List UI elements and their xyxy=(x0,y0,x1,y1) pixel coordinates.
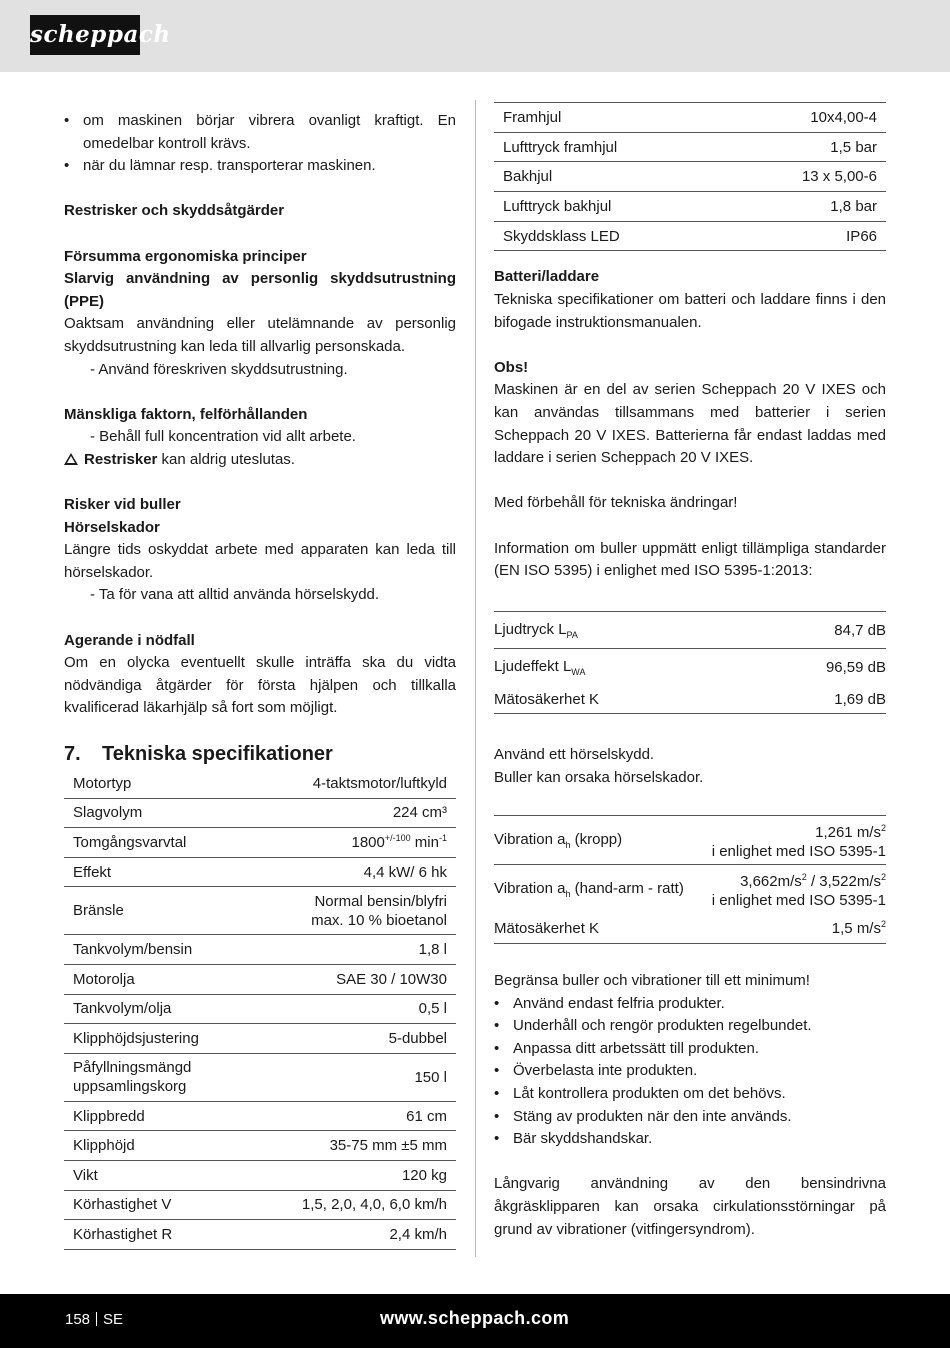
right-column xyxy=(494,102,886,583)
website-link[interactable]: www.scheppach.com xyxy=(380,1308,570,1328)
bullet-item: • Låt kontrollera produkten om det behövs. xyxy=(494,1083,886,1106)
heading-horsel: Hörselskador xyxy=(64,518,160,536)
vibration-table-wrap xyxy=(494,815,886,944)
vibration-table xyxy=(494,815,886,944)
instruction-horsel: - Ta för vana att alltid använda hörselskydd. xyxy=(90,586,380,604)
column-divider xyxy=(475,100,476,1257)
section-technical xyxy=(64,741,456,1250)
table-row: Effekt 4,4 kW/ 6 hk xyxy=(64,857,456,887)
heading-restrisker: Restrisker och skyddsåtgärder xyxy=(64,202,285,220)
table-row: Påfyllningsmängd uppsamlingskorg 150 l xyxy=(64,1053,456,1101)
bullet-item: • Använd endast felfria produkter. xyxy=(494,993,886,1016)
table-row: Tankvolym/bensin 1,8 l xyxy=(64,935,456,965)
instruction-mansklig: - Behåll full koncentration vid allt arbete. xyxy=(90,428,356,446)
spec-table xyxy=(64,769,456,1250)
restrisk-note: Restrisker kan aldrig uteslutas. xyxy=(64,449,456,472)
bullet-item: • om maskinen börjar vibrera ovanligt kraftigt. En omedelbar kontroll krävs. xyxy=(64,110,456,155)
table-row: Mätosäkerhet K 1,69 dB xyxy=(494,685,886,714)
bullet-item: • när du lämnar resp. transporterar maskinen. xyxy=(64,155,456,178)
paragraph-langvarig: Långvarig användning av den bensindrivna åkgräsklipparen kan orsaka cirkulationsstörningar på grund av vibrationer (vitfingersyndrom). xyxy=(494,1175,886,1238)
table-row: Tankvolym/olja 0,5 l xyxy=(64,994,456,1024)
bullet-item: • Överbelasta inte produkten. xyxy=(494,1060,886,1083)
heading-buller: Risker vid buller xyxy=(64,496,181,514)
table-row: Vikt 120 kg xyxy=(64,1160,456,1190)
bullet-item: • Underhåll och rengör produkten regelbundet. xyxy=(494,1015,886,1038)
table-row: Bränsle Normal bensin/blyfri max. 10 % bioetanol xyxy=(64,887,456,935)
heading-batteri: Batteri/laddare xyxy=(494,268,600,286)
left-column xyxy=(64,110,456,720)
paragraph-batteri: Tekniska specifikationer om batteri och laddare finns i den bifogade instruktionsmanualen. xyxy=(494,291,886,331)
section-title: 7. Tekniska specifikationer xyxy=(64,743,333,765)
table-row: Framhjul 10x4,00-4 xyxy=(494,103,886,133)
table-row: Skyddsklass LED IP66 xyxy=(494,221,886,251)
table-row: Ljudtryck $L_{PA}$ 84,7 dB xyxy=(494,612,886,649)
paragraph-anvand: Använd ett hörselskydd. xyxy=(494,746,655,763)
table-row: Vibration $a_h$ (hand-arm - ratt) $3,662m/s^2 / 3,522m/s^2$ i enlighet med ISO 5395-1 xyxy=(494,872,886,909)
table-row: Körhastighet V 1,5, 2,0, 4,0, 6,0 km/h xyxy=(64,1190,456,1220)
warning-icon xyxy=(64,453,78,465)
heading-mansklig: Mänskliga faktorn, felförhållanden xyxy=(64,405,308,423)
heading-ergonomi: Försumma ergonomiska principer xyxy=(64,247,307,265)
bullet-item: • Bär skyddshandskar. xyxy=(494,1128,886,1151)
page-number: 158 SE xyxy=(65,1311,124,1328)
table-row: Slagvolym 224 cm³ xyxy=(64,798,456,828)
table-row: Körhastighet R 2,4 km/h xyxy=(64,1220,456,1250)
table-row: Bakhjul 13 x 5,00-6 xyxy=(494,162,886,192)
heading-ppe: Slarvig användning av personlig skyddsutrustning (PPE) xyxy=(64,270,456,310)
table-row: Ljudeffekt $L_{WA}$ 96,59 dB xyxy=(494,657,886,677)
noise-table xyxy=(494,611,886,714)
table-row: Klippbredd 61 cm xyxy=(64,1101,456,1131)
noise-table-wrap xyxy=(494,611,886,714)
paragraph-horsel: Längre tids oskyddat arbete med apparaten kan leda till hörselskador. xyxy=(64,541,456,581)
table-row: Klipphöjd 35-75 mm ±5 mm xyxy=(64,1131,456,1161)
paragraph-nodfall: Om en olycka eventuellt skulle inträffa ska du vidta nödvändiga åtgärder för första hjälpen och tillkalla kvalificerad läkarhjälp så fort som möjligt. xyxy=(64,654,456,717)
right-lower xyxy=(494,744,886,789)
table-row: Klipphöjdsjustering 5-dubbel xyxy=(64,1024,456,1054)
paragraph-forbehall: Med förbehåll för tekniska ändringar! xyxy=(494,494,738,512)
paragraph-begransa: Begränsa buller och vibrationer till ett minimum! xyxy=(494,972,810,989)
bullet-item: • Stäng av produkten när den inte används. xyxy=(494,1106,886,1129)
table-row: Mätosäkerhet K 1,5 $m/s^2$ xyxy=(494,913,886,944)
paragraph-buller-info: Information om buller uppmätt enligt tillämpliga standarder (EN ISO 5395) i enlighet med ISO 5395-1:2013: xyxy=(494,539,886,580)
wheel-spec-table xyxy=(494,102,886,251)
table-row: Tomgångsvarvtal $1800^{+/-100}$ $\min^{-1}$ xyxy=(64,828,456,858)
table-row: Vibration $a_h$ (kropp) 1,261 $m/s^2$ i enlighet med ISO 5395-1 xyxy=(494,816,886,865)
right-bottom xyxy=(494,970,886,1241)
table-row: Motortyp 4-taktsmotor/luftkyld xyxy=(64,769,456,798)
heading-nodfall: Agerande i nödfall xyxy=(64,631,195,649)
paragraph-obs: Maskinen är en del av serien Scheppach 20 V IXES och kan användas tillsammans med batterier i serien Scheppach 20 V IXES. Batterierna får endast laddas med laddare i serien Scheppach 20 V IXES. xyxy=(494,381,886,467)
bullet-item: • Anpassa ditt arbetssätt till produkten. xyxy=(494,1038,886,1061)
page-header xyxy=(0,0,950,72)
page-footer xyxy=(0,1294,950,1348)
paragraph-ppe: Oaktsam användning eller utelämnande av personlig skyddsutrustning kan leda till allvarlig personskada. xyxy=(64,315,456,355)
paragraph-buller-skador: Buller kan orsaka hörselskador. xyxy=(494,768,704,786)
table-row: Motorolja SAE 30 / 10W30 xyxy=(64,964,456,994)
brand-logo: scheppach xyxy=(30,15,140,55)
table-row: Lufttryck bakhjul 1,8 bar xyxy=(494,192,886,222)
instruction-ppe: - Använd föreskriven skyddsutrustning. xyxy=(90,360,348,378)
table-row: Lufttryck framhjul 1,5 bar xyxy=(494,132,886,162)
heading-obs: Obs! xyxy=(494,358,529,376)
